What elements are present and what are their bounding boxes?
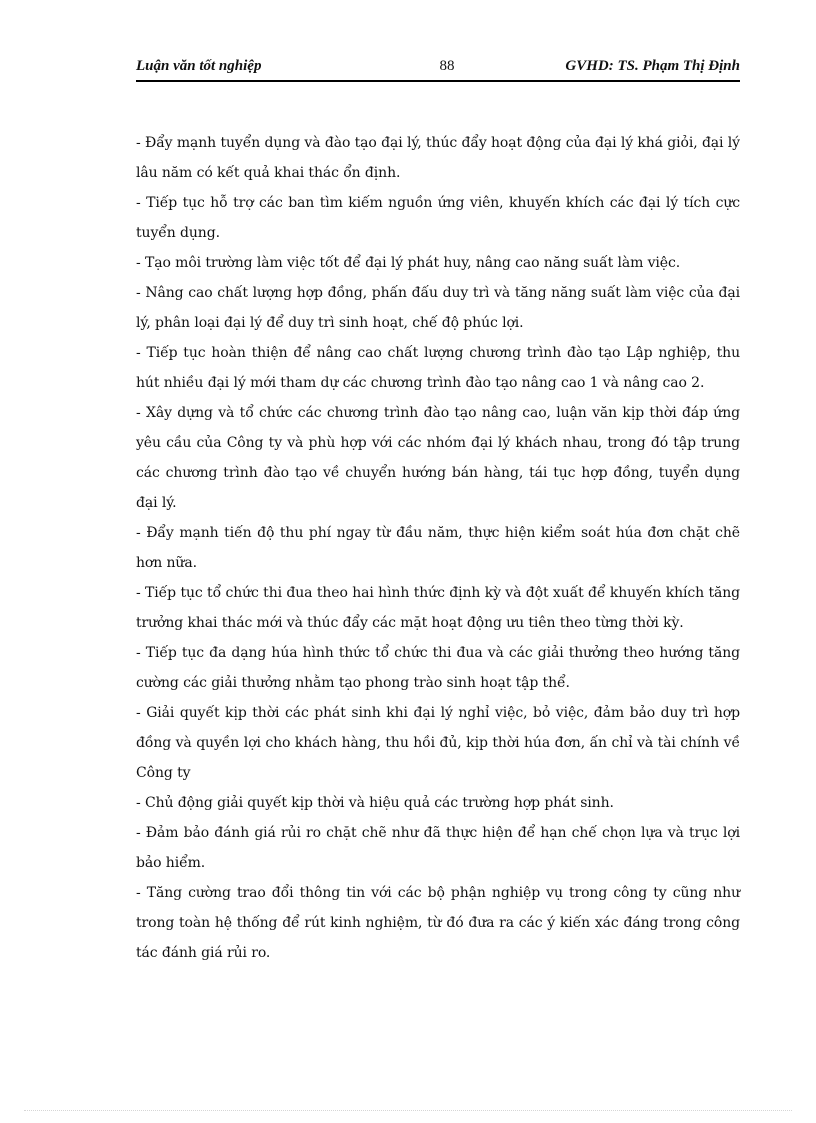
paragraph-4: - Nâng cao chất lượng hợp đồng, phấn đấu duy trì và tăng năng suất làm việc của đại lý, phân loại đại lý để duy trì sinh hoạt, chế độ phúc lợi.: [136, 285, 740, 331]
paragraph-5: - Tiếp tục hoàn thiện để nâng cao chất lượng chương trình đào tạo Lập nghiệp, thu hút nhiều đại lý mới tham dự các chương trình đào tạo nâng cao 1 và nâng cao 2.: [136, 345, 740, 391]
header-document-title: Luận văn tốt nghiệp: [136, 58, 262, 74]
paragraph-1: - Đẩy mạnh tuyển dụng và đào tạo đại lý, thúc đẩy hoạt động của đại lý khá giỏi, đại lý lâu năm có kết quả khai thác ổn định.: [136, 135, 740, 181]
paragraph-11: - Chủ động giải quyết kịp thời và hiệu quả các trường hợp phát sinh.: [136, 795, 614, 811]
paragraph-3: - Tạo môi trường làm việc tốt để đại lý phát huy, nâng cao năng suất làm việc.: [136, 255, 681, 271]
paragraph-2: - Tiếp tục hỗ trợ các ban tìm kiếm nguồn ứng viên, khuyến khích các đại lý tích cực tuyển dụng.: [136, 195, 740, 241]
page-header: [136, 56, 740, 82]
page-body: [136, 128, 740, 968]
page-number: 88: [439, 58, 455, 74]
header-supervisor: GVHD: TS. Phạm Thị Định: [565, 58, 740, 74]
paragraph-6: - Xây dựng và tổ chức các chương trình đào tạo nâng cao, luận văn kịp thời đáp ứng yêu cầu của Công ty và phù hợp với các nhóm đại lý khách nhau, trong đó tập trung các chương trình đào tạo về chuyển hướng bán hàng, tái tục hợp đồng, tuyển dụng đại lý.: [136, 405, 740, 511]
paragraph-13: - Tăng cường trao đổi thông tin với các bộ phận nghiệp vụ trong công ty cũng như trong toàn hệ thống để rút kinh nghiệm, từ đó đưa ra các ý kiến xác đáng trong công tác đánh giá rủi ro.: [136, 885, 740, 961]
paragraph-9: - Tiếp tục đa dạng húa hình thức tổ chức thi đua và các giải thưởng theo hướng tăng cường các giải thưởng nhằm tạo phong trào sinh hoạt tập thể.: [136, 645, 740, 691]
page-bottom-border: [24, 1110, 792, 1111]
paragraph-12: - Đảm bảo đánh giá rủi ro chặt chẽ như đã thực hiện để hạn chế chọn lựa và trục lợi bảo hiểm.: [136, 825, 740, 871]
paragraph-8: - Tiếp tục tổ chức thi đua theo hai hình thức định kỳ và đột xuất để khuyến khích tăng trưởng khai thác mới và thúc đẩy các mặt hoạt động ưu tiên theo từng thời kỳ.: [136, 585, 740, 631]
paragraph-10: - Giải quyết kịp thời các phát sinh khi đại lý nghỉ việc, bỏ việc, đảm bảo duy trì hợp đồng và quyền lợi cho khách hàng, thu hồi đủ, kịp thời húa đơn, ấn chỉ và tài chính về Công ty: [136, 705, 740, 781]
paragraph-7: - Đẩy mạnh tiến độ thu phí ngay từ đầu năm, thực hiện kiểm soát húa đơn chặt chẽ hơn nữa.: [136, 525, 740, 571]
